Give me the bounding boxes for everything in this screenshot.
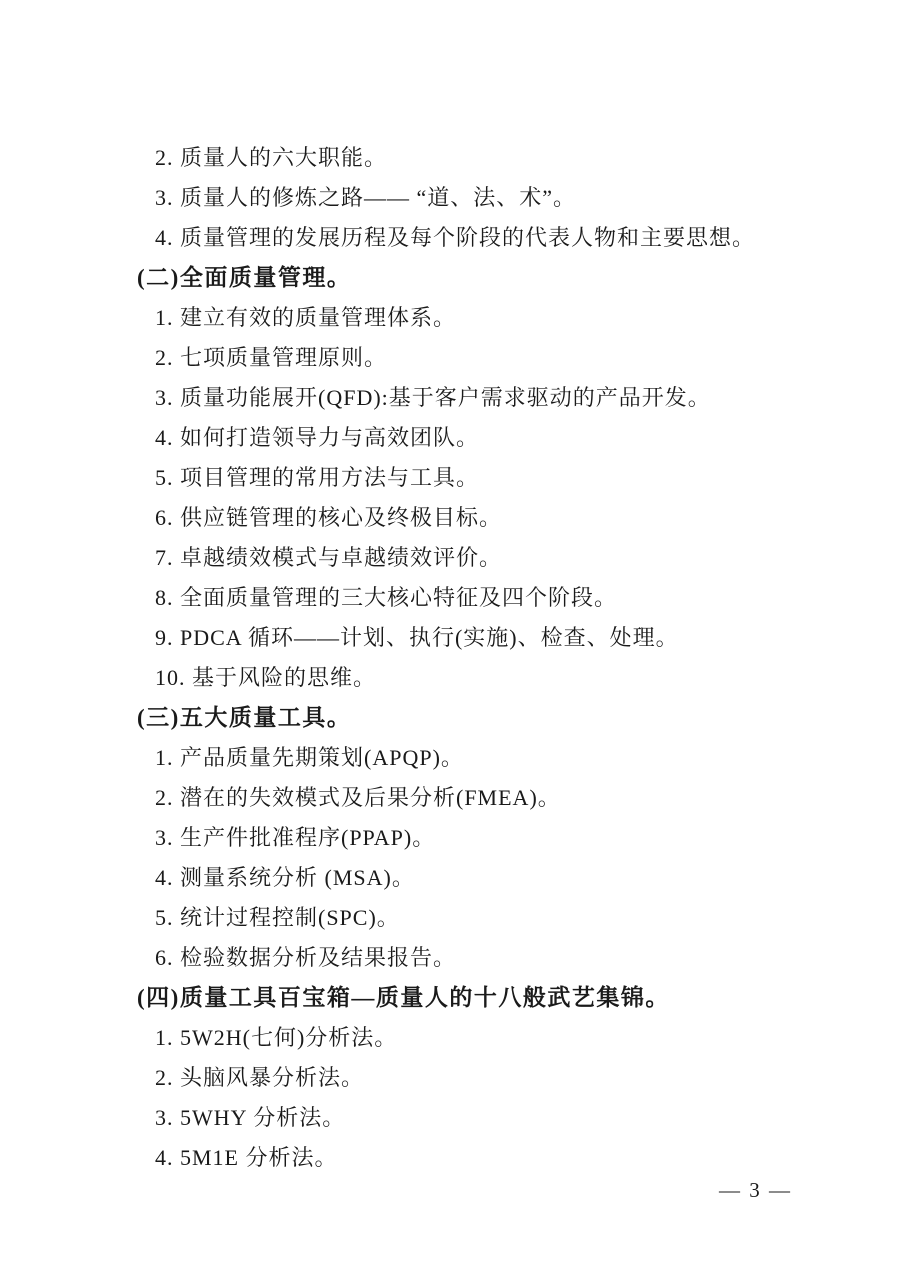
list-item: 6. 检验数据分析及结果报告。 [155,945,457,970]
list-item: 2. 头脑风暴分析法。 [155,1065,365,1090]
list-item: 1. 产品质量先期策划(APQP)。 [155,745,464,770]
list-item: 5. 项目管理的常用方法与工具。 [155,465,480,490]
list-item: 4. 5M1E 分析法。 [155,1145,338,1170]
list-item: 2. 质量人的六大职能。 [155,145,388,170]
list-item: 4. 测量系统分析 (MSA)。 [155,865,415,890]
list-item: 3. 质量功能展开(QFD):基于客户需求驱动的产品开发。 [155,385,711,410]
list-item: 3. 5WHY 分析法。 [155,1105,346,1130]
list-item: 2. 潜在的失效模式及后果分析(FMEA)。 [155,785,561,810]
list-item: 3. 生产件批准程序(PPAP)。 [155,825,436,850]
page-number: — 3 — [719,1178,792,1202]
list-item: 1. 5W2H(七何)分析法。 [155,1025,398,1050]
section-heading-2: (二)全面质量管理。 [137,265,352,290]
list-item: 2. 七项质量管理原则。 [155,345,388,370]
list-item: 8. 全面质量管理的三大核心特征及四个阶段。 [155,585,618,610]
list-item: 4. 质量管理的发展历程及每个阶段的代表人物和主要思想。 [155,225,756,250]
section-heading-3: (三)五大质量工具。 [137,705,352,730]
list-item: 4. 如何打造领导力与高效团队。 [155,425,480,450]
list-item: 6. 供应链管理的核心及终极目标。 [155,505,503,530]
list-item: 7. 卓越绩效模式与卓越绩效评价。 [155,545,503,570]
section-heading-4: (四)质量工具百宝箱—质量人的十八般武艺集锦。 [137,985,670,1010]
list-item: 9. PDCA 循环——计划、执行(实施)、检查、处理。 [155,625,679,650]
list-item: 1. 建立有效的质量管理体系。 [155,305,457,330]
list-item: 10. 基于风险的思维。 [155,665,377,690]
list-item: 3. 质量人的修炼之路—— “道、法、术”。 [155,185,577,210]
list-item: 5. 统计过程控制(SPC)。 [155,905,400,930]
